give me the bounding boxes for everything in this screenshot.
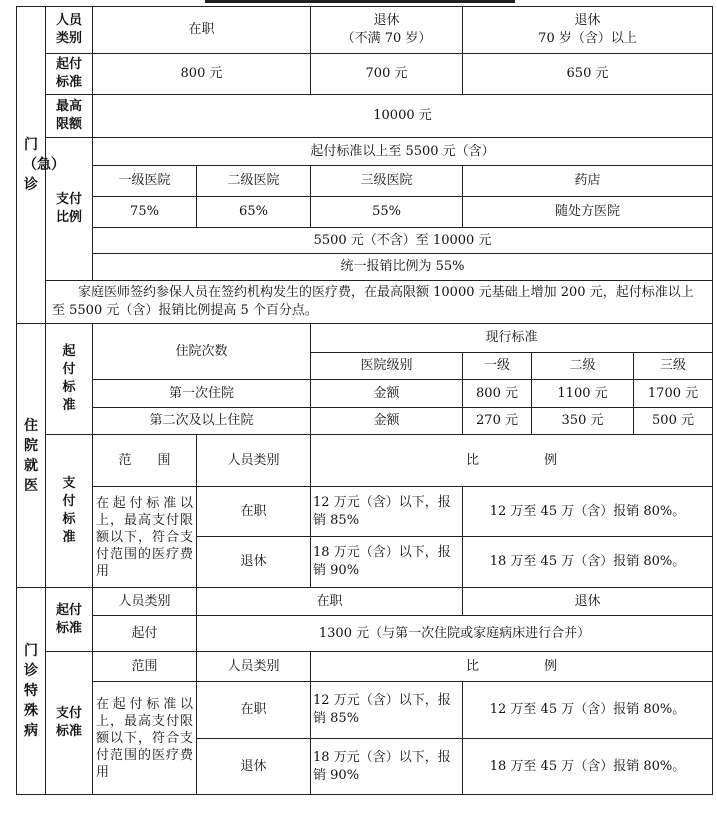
category-special-outpatient: 门诊特殊病 (17, 588, 46, 795)
type-working: 在职 (197, 487, 311, 537)
label-deductible: 起付标准 (46, 54, 93, 95)
header-scope: 范 围 (93, 435, 197, 487)
scope-text: 在起付标准以上，最高支付限额以下，符合支付范围的医疗费用 (93, 682, 197, 795)
label-inpatient-pay: 支付标准 (46, 435, 93, 588)
rate-level-2: 65% (197, 197, 311, 228)
level-3-hospital: 三级医院 (311, 166, 463, 197)
deductible-item: 起付 (93, 616, 197, 652)
level-1-hospital: 一级医院 (93, 166, 197, 197)
max-limit-value: 10000 元 (93, 95, 713, 138)
rate-level-3: 55% (311, 197, 463, 228)
pay-band-2: 5500 元（不含）至 10000 元 (93, 228, 713, 254)
working-low-band: 12 万元（含）以下，报销 85% (311, 487, 463, 537)
medical-insurance-table (16, 6, 713, 795)
rate-level-1: 75% (93, 197, 197, 228)
first-level-1: 800 元 (463, 380, 532, 408)
first-level-3: 1700 元 (634, 380, 713, 408)
label-inpatient-deductible: 起付标准 (46, 324, 93, 435)
second-level-2: 350 元 (532, 408, 634, 435)
scope-text: 在起付标准以上，最高支付限额以下，符合支付范围的医疗费用 (93, 487, 197, 588)
header-working: 在职 (93, 7, 311, 54)
header-ratio: 比 例 (311, 435, 713, 487)
retired-high-band: 18 万至 45 万（含）报销 80%。 (463, 739, 713, 795)
type-retired: 退休 (197, 537, 311, 588)
header-working: 在职 (197, 588, 463, 616)
header-ratio: 比 例 (311, 652, 713, 682)
category-inpatient: 住院就医 (17, 324, 46, 588)
deductible-working: 800 元 (93, 54, 311, 95)
retired-high-band: 18 万至 45 万（含）报销 80%。 (463, 537, 713, 588)
second-stay: 第二次及以上住院 (93, 408, 311, 435)
working-high-band: 12 万至 45 万（含）报销 80%。 (463, 682, 713, 739)
deductible-retired-under70: 700 元 (311, 54, 463, 95)
header-times: 住院次数 (93, 324, 311, 380)
retired-low-band: 18 万元（含）以下，报销 90% (311, 537, 463, 588)
header-level-2: 二级 (532, 353, 634, 380)
deductible-retired-70plus: 650 元 (463, 54, 713, 95)
header-retired: 退休 (463, 588, 713, 616)
rate-pharmacy: 随处方医院 (463, 197, 713, 228)
level-2-hospital: 二级医院 (197, 166, 311, 197)
pay-band-2-rate: 统一报销比例为 55% (93, 254, 713, 281)
label-special-pay: 支付标准 (46, 652, 93, 795)
second-level-1: 270 元 (463, 408, 532, 435)
header-retired-under70: 退休 （不满 70 岁） (311, 7, 463, 54)
working-low-band: 12 万元（含）以下，报销 85% (311, 682, 463, 739)
pharmacy: 药店 (463, 166, 713, 197)
header-person-type: 人员类别 (93, 588, 197, 616)
amount-label: 金额 (311, 380, 463, 408)
special-deductible-value: 1300 元（与第一次住院或家庭病床进行合并） (197, 616, 713, 652)
label-special-deductible: 起付标准 (46, 588, 93, 652)
second-level-3: 500 元 (634, 408, 713, 435)
header-level-1: 一级 (463, 353, 532, 380)
first-stay: 第一次住院 (93, 380, 311, 408)
label-max-limit: 最高限额 (46, 95, 93, 138)
header-level-3: 三级 (634, 353, 713, 380)
header-person-type: 人员类别 (197, 652, 311, 682)
header-person-type: 人员类别 (197, 435, 311, 487)
first-level-2: 1100 元 (532, 380, 634, 408)
type-working: 在职 (197, 682, 311, 739)
category-outpatient: 门（急）诊 (17, 7, 46, 324)
header-hospital-level: 医院级别 (311, 353, 463, 380)
pay-band-1: 起付标准以上至 5500 元（含） (93, 138, 713, 166)
type-retired: 退休 (197, 739, 311, 795)
header-scope: 范围 (93, 652, 197, 682)
working-high-band: 12 万至 45 万（含）报销 80%。 (463, 487, 713, 537)
header-retired-70plus: 退休 70 岁（含）以上 (463, 7, 713, 54)
label-pay-ratio: 支付比例 (46, 138, 93, 281)
retired-low-band: 18 万元（含）以下，报销 90% (311, 739, 463, 795)
header-person-type: 人员类别 (46, 7, 93, 54)
header-current-standard: 现行标准 (311, 324, 713, 353)
amount-label: 金额 (311, 408, 463, 435)
family-doctor-note: 家庭医师签约参保人员在签约机构发生的医疗费，在最高限额 10000 元基础上增加 200 元，起付标准以上至 5500 元（含）报销比例提高 5 个百分点。 (46, 281, 713, 324)
